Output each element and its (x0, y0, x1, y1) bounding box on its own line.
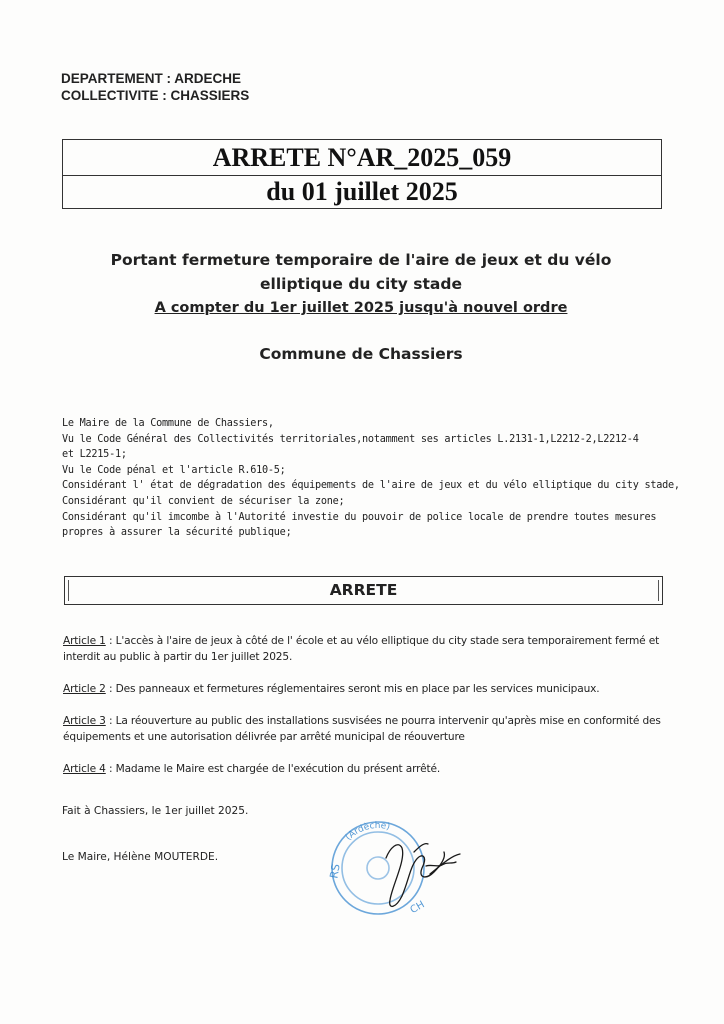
article-label: Article 1 (63, 635, 106, 647)
considerant-line: Vu le Code pénal et l'article R.610-5; (62, 464, 286, 476)
article-text: : L'accès à l'aire de jeux à côté de l' école et au vélo elliptique du city stade sera temporairement fermé et interdit au public à partir du 1er juillet 2025. (63, 635, 660, 663)
departement-label: DEPARTEMENT : ARDECHE (61, 71, 242, 86)
considerants-block (62, 416, 680, 541)
article-text: : La réouverture au public des installations susvisées ne pourra intervenir qu'après mise en conformité des équipements et une autorisation délivrée par arrêté municipal de réouverture (63, 715, 661, 743)
subject-line-3: A compter du 1er juillet 2025 jusqu'à nouvel ordre (154, 300, 568, 316)
commune-heading: Commune de Chassiers (259, 345, 463, 363)
header-block (61, 70, 249, 104)
considerant-line: Considérant l' état de dégradation des équipements de l'aire de jeux et du vélo elliptique du city stade, (62, 480, 680, 492)
subject-line-2: elliptique du city stade (260, 275, 462, 293)
arrete-number: ARRETE N°AR_2025_059 (63, 140, 661, 176)
collectivite-label: COLLECTIVITE : CHASSIERS (61, 88, 250, 103)
arrete-heading: ARRETE (64, 576, 663, 605)
considerant-line: propres à assurer la sécurité publique; (62, 527, 292, 539)
article-label: Article 4 (63, 763, 106, 775)
article-label: Article 3 (63, 715, 106, 727)
article-1 (63, 633, 663, 665)
article-4 (63, 761, 663, 777)
considerant-line: Considérant qu'il imcombe à l'Autorité investie du pouvoir de police locale de prendre toutes mesures (62, 511, 657, 523)
article-2 (63, 681, 663, 697)
subject-line-1: Portant fermeture temporaire de l'aire de jeux et du vélo (110, 251, 612, 269)
considerant-line: et L2215-1; (62, 449, 127, 461)
considerant-line: Considérant qu'il convient de sécuriser la zone; (62, 495, 345, 507)
considerant-line: Le Maire de la Commune de Chassiers, (62, 418, 274, 429)
articles-block (63, 633, 663, 793)
article-3 (63, 713, 663, 745)
mairie-stamp-and-signature (318, 808, 468, 928)
arrete-date: du 01 juillet 2025 (266, 177, 458, 206)
subject-block (62, 248, 660, 320)
considerant-line: Vu le Code Général des Collectivités territoriales,notamment ses articles L.2131-1,L2212-2,L2212-4 (62, 433, 639, 445)
article-label: Article 2 (63, 683, 106, 695)
title-box (62, 139, 662, 209)
fait-a-line: Fait à Chassiers, le 1er juillet 2025. (62, 805, 249, 817)
article-text: : Madame le Maire est chargée de l'exécution du présent arrêté. (105, 763, 441, 775)
stamp-text-top: (Ardèche) (343, 820, 392, 843)
article-text: : Des panneaux et fermetures réglementaires seront mis en place par les services municipaux. (105, 683, 600, 695)
stamp-text-left: RS (327, 862, 343, 880)
signatory-line: Le Maire, Hélène MOUTERDE. (62, 851, 219, 863)
stamp-text-bottom: CH (408, 899, 427, 917)
